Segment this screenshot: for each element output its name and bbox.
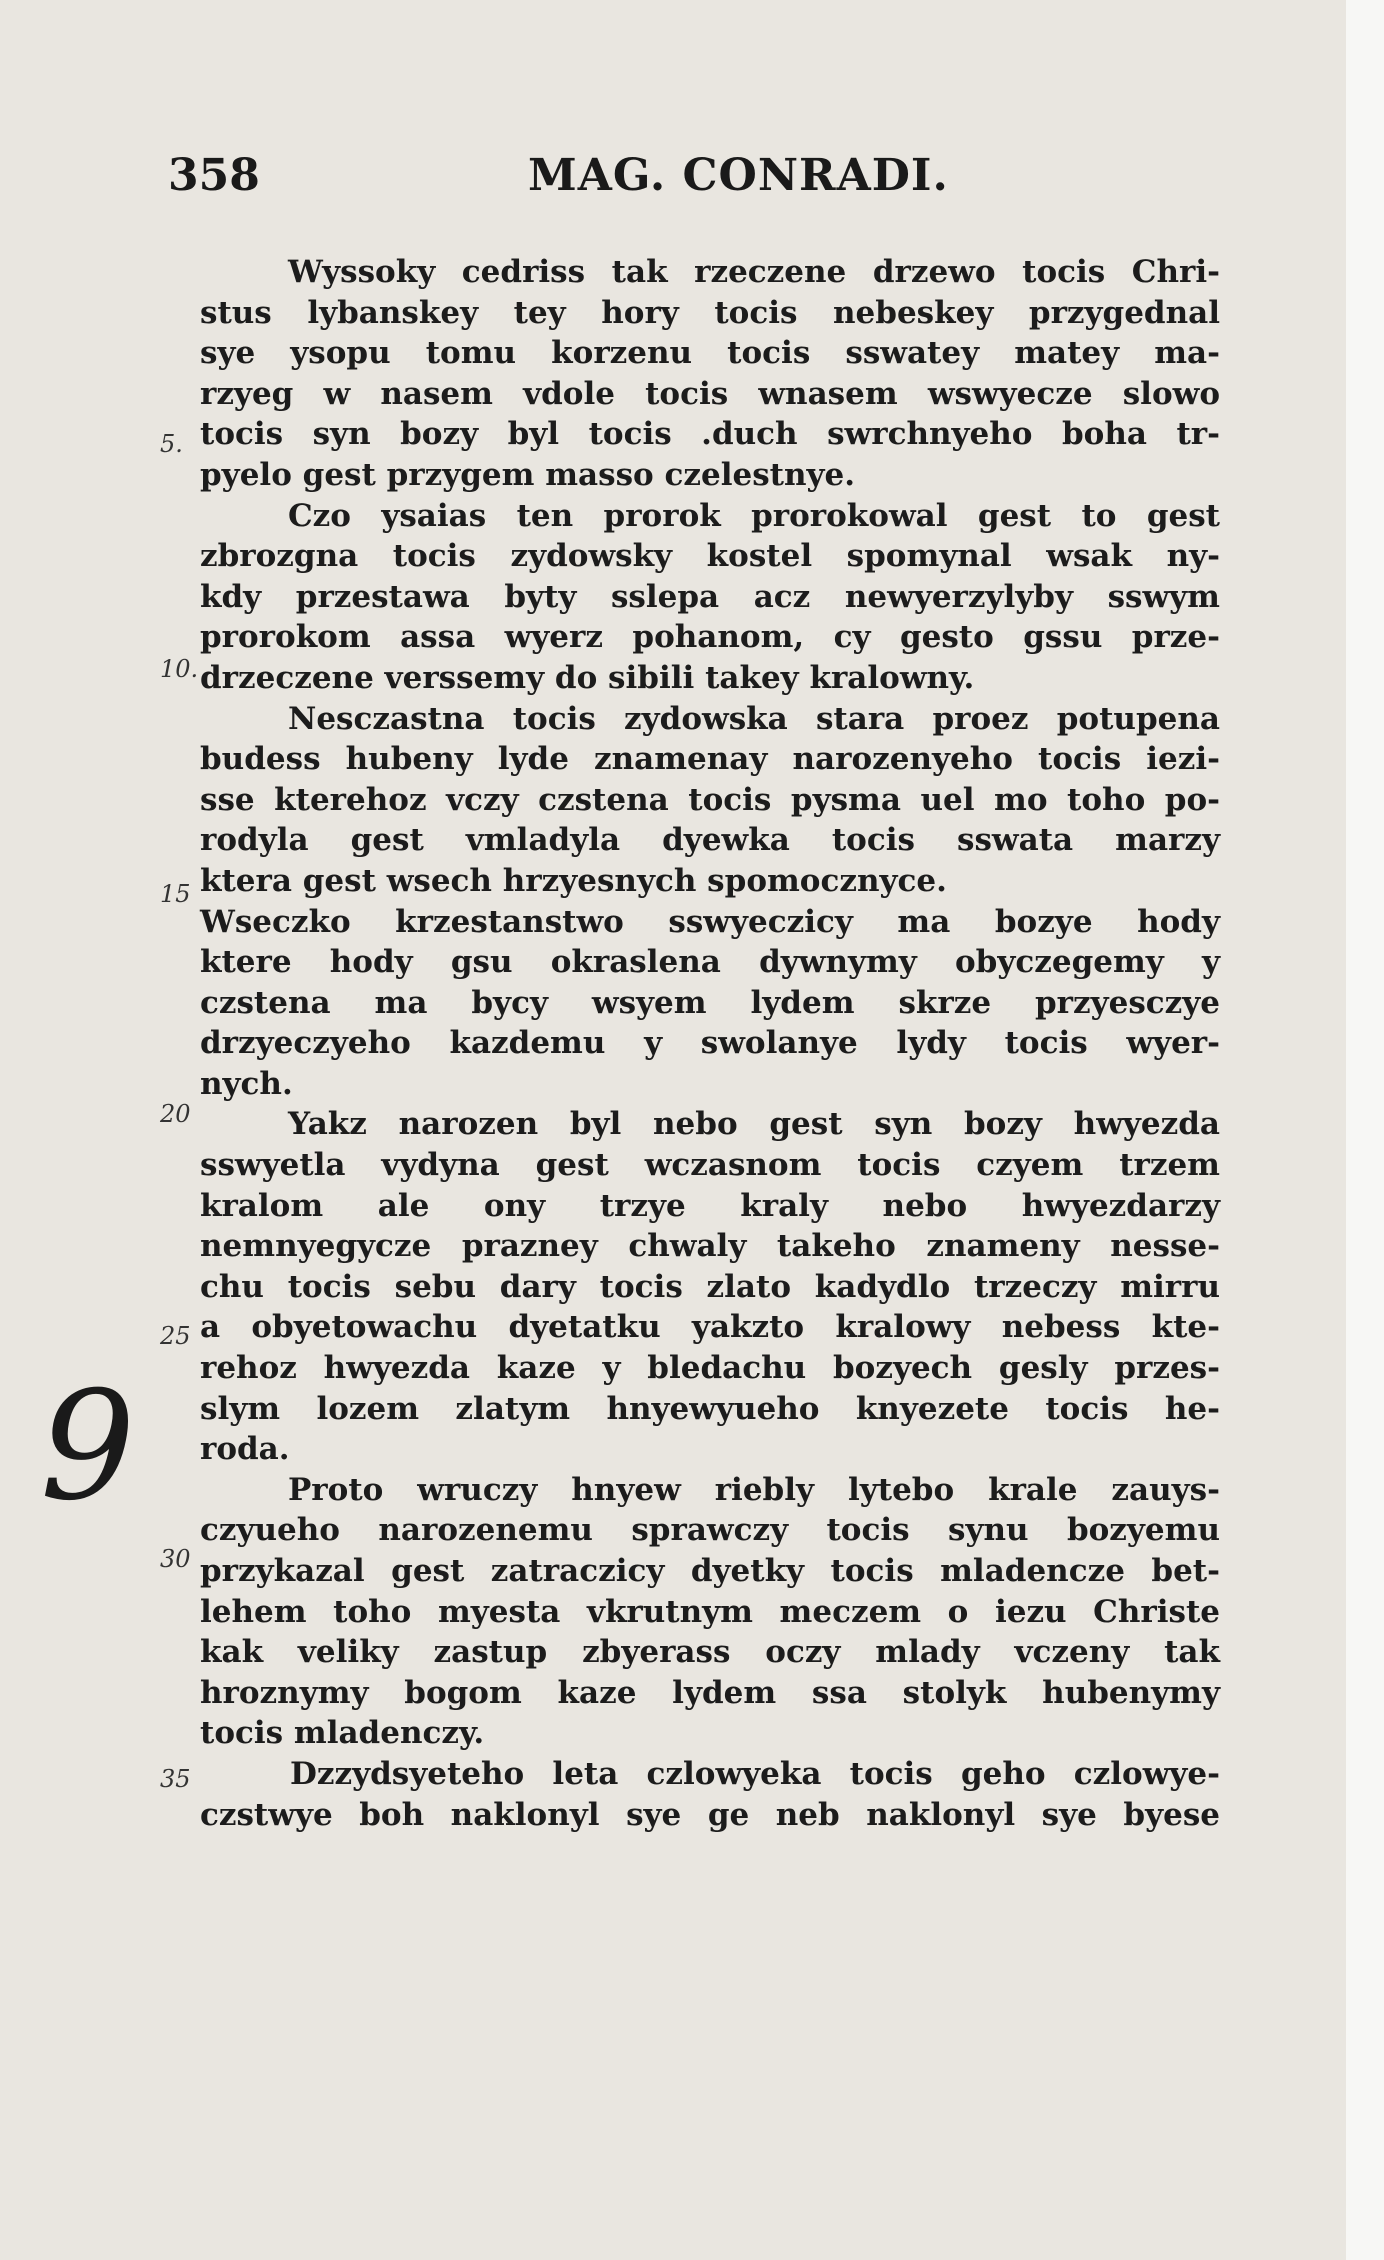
scan-margin [1346, 0, 1384, 2260]
text-line: drzyeczyeho kazdemu y swolanye lydy tocis wyer- [200, 1025, 1220, 1062]
text-line: lehem toho myesta vkrutnym meczem o iezu Christe [200, 1593, 1220, 1630]
text-line: stus lybanskey tey hory tocis nebeskey przygednal [200, 294, 1220, 331]
margin-line-number: 15 [160, 880, 191, 908]
text-line: sswyetla vydyna gest wczasnom tocis czyem trzem [200, 1147, 1220, 1184]
text-line: Proto wruczy hnyew riebly lytebo krale zauys- [288, 1471, 1220, 1508]
text-line: zbrozgna tocis zydowsky kostel spomynal wsak ny- [200, 538, 1220, 575]
margin-line-number: 35 [160, 1765, 191, 1793]
text-line: kdy przestawa byty sslepa acz newyerzylyby sswym [200, 578, 1220, 615]
body-text [200, 252, 1220, 1835]
text-line: nemnyegycze prazney chwaly takeho znameny nesse- [200, 1228, 1220, 1265]
text-line: rodyla gest vmladyla dyewka tocis sswata marzy [200, 822, 1220, 859]
text-line: budess hubeny lyde znamenay narozenyeho tocis iezi- [200, 741, 1220, 778]
text-line: prorokom assa wyerz pohanom, cy gesto gssu prze- [200, 619, 1220, 656]
text-line: tocis syn bozy byl tocis .duch swrchnyeho boha tr- [200, 416, 1220, 453]
text-line: czyueho narozenemu sprawczy tocis synu bozyemu [200, 1512, 1220, 1549]
margin-line-number: 5. [160, 430, 183, 458]
running-title: MAG. CONRADI. [528, 150, 949, 201]
text-line: sse kterehoz vczy czstena tocis pysma uel mo toho po- [200, 781, 1220, 818]
text-line: Wseczko krzestanstwo sswyeczicy ma bozye hody [200, 903, 1220, 940]
text-line: czstena ma bycy wsyem lydem skrze przyesczye [200, 984, 1220, 1021]
margin-line-number: 30 [160, 1545, 191, 1573]
margin-line-number: 10. [160, 655, 199, 683]
text-line: Czo ysaias ten prorok prorokowal gest to gest [288, 497, 1220, 534]
margin-line-number: 20 [160, 1100, 191, 1128]
text-line: przykazal gest zatraczicy dyetky tocis mladencze bet- [200, 1553, 1220, 1589]
text-line: Wyssoky cedriss tak rzeczene drzewo tocis Chri- [288, 254, 1220, 290]
text-line: rzyeg w nasem vdole tocis wnasem wswyecze slowo [200, 375, 1220, 412]
text-line: pyelo gest przygem masso czelestnye. [200, 456, 856, 493]
text-line: tocis mladenczy. [200, 1715, 485, 1752]
text-line: slym lozem zlatym hnyewyueho knyezete tocis he- [200, 1390, 1220, 1427]
page-header [168, 150, 1258, 206]
text-line: czstwye boh naklonyl sye ge neb naklonyl sye byese [200, 1796, 1220, 1833]
text-line: sye ysopu tomu korzenu tocis sswatey matey ma- [200, 335, 1220, 372]
text-line: ktere hody gsu okraslena dywnymy obyczegemy y [200, 944, 1220, 981]
text-line: drzeczene verssemy do sibili takey kralowny. [200, 659, 975, 696]
text-line: kak veliky zastup zbyerass oczy mlady vczeny tak [200, 1634, 1220, 1671]
text-line: hroznymy bogom kaze lydem ssa stolyk hubenymy [200, 1674, 1220, 1711]
margin-line-number: 25 [160, 1322, 191, 1350]
text-line: Yakz narozen byl nebo gest syn bozy hwyezda [288, 1106, 1220, 1143]
text-line: Nesczastna tocis zydowska stara proez potupena [288, 700, 1220, 737]
text-line: roda. [200, 1431, 290, 1468]
text-line: a obyetowachu dyetatku yakzto kralowy nebess kte- [200, 1309, 1220, 1346]
handwritten-margin-mark: 9 [40, 1360, 136, 1534]
text-line: nych. [200, 1065, 293, 1102]
text-line: ktera gest wsech hrzyesnych spomocznyce. [200, 862, 947, 899]
text-line: rehoz hwyezda kaze y bledachu bozyech gesly przes- [200, 1350, 1220, 1387]
text-line: Dzzydsyeteho leta czlowyeka tocis geho czlowye- [290, 1755, 1220, 1792]
text-line: chu tocis sebu dary tocis zlato kadydlo trzeczy mirru [200, 1268, 1220, 1305]
text-line: kralom ale ony trzye kraly nebo hwyezdarzy [200, 1187, 1220, 1224]
page-number: 358 [168, 150, 260, 201]
